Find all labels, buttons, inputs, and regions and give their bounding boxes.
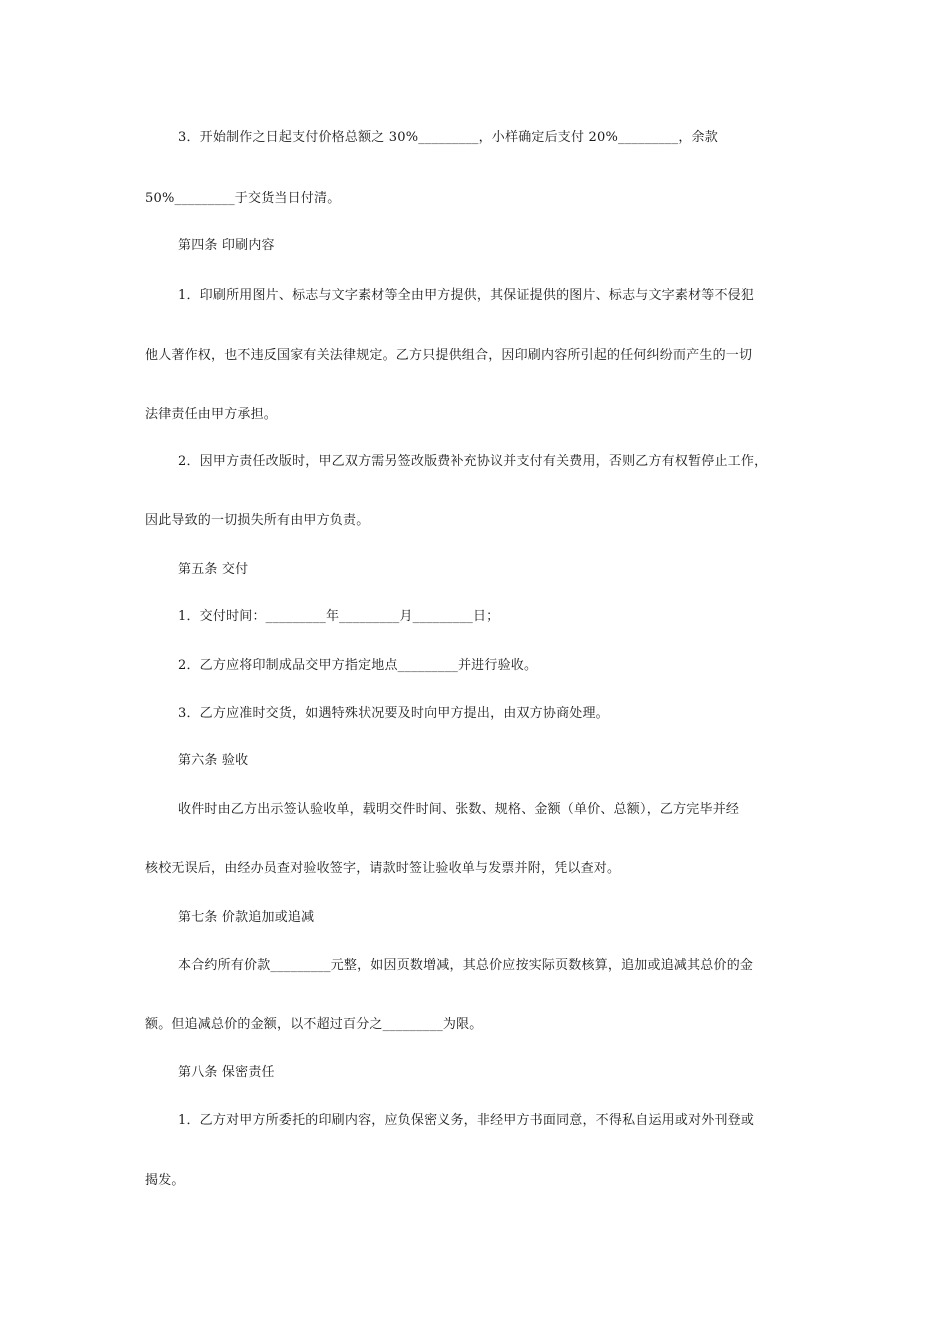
article-8-item-1-line-1: 1．乙方对甲方所委托的印刷内容，应负保密义务，非经甲方书面同意，不得私自运用或对外刊登或 <box>178 1113 755 1128</box>
article-8-item-1-line-2: 揭发。 <box>145 1173 185 1188</box>
article-7-heading: 第七条 价款追加或追减 <box>178 910 315 925</box>
article-6-body-line-2: 核校无误后，由经办员查对验收签字，请款时签让验收单与发票并附，凭以查对。 <box>145 861 621 876</box>
article-4-item-1-line-1: 1．印刷所用图片、标志与文字素材等全由甲方提供，其保证提供的图片、标志与文字素材等不侵犯 <box>178 288 755 303</box>
clause-3-payment-line-2: 50%_________于交货当日付清。 <box>145 191 341 206</box>
article-7-body-line-2: 额。但追减总价的金额，以不超过百分之_________为限。 <box>145 1017 483 1032</box>
clause-3-payment-line-1: 3．开始制作之日起支付价格总额之 30%_________，小样确定后支付 20%_________，余款 <box>178 130 718 145</box>
article-5-item-2: 2．乙方应将印制成品交甲方指定地点_________并进行验收。 <box>178 658 538 673</box>
article-8-heading: 第八条 保密责任 <box>178 1065 275 1080</box>
article-4-heading: 第四条 印刷内容 <box>178 238 275 253</box>
article-5-heading: 第五条 交付 <box>178 562 249 577</box>
article-4-item-2-line-2: 因此导致的一切损失所有由甲方负责。 <box>145 513 370 528</box>
article-4-item-1-line-2: 他人著作权，也不违反国家有关法律规定。乙方只提供组合，因印刷内容所引起的任何纠纷而产生的一切 <box>145 348 753 363</box>
article-4-item-2-line-1: 2．因甲方责任改版时，甲乙双方需另签改版费补充协议并支付有关费用，否则乙方有权暂停止工作， <box>178 454 768 469</box>
article-4-item-1-line-3: 法律责任由甲方承担。 <box>145 407 278 422</box>
article-7-body-line-1: 本合约所有价款_________元整，如因页数增减，其总价应按实际页数核算，追加或追减其总价的金 <box>178 958 754 973</box>
article-5-item-3: 3．乙方应准时交货，如遇特殊状况要及时向甲方提出，由双方协商处理。 <box>178 706 609 721</box>
article-6-body-line-1: 收件时由乙方出示签认验收单，载明交件时间、张数、规格、金额（单价、总额），乙方完毕并经 <box>178 802 740 817</box>
article-6-heading: 第六条 验收 <box>178 753 249 768</box>
article-5-item-1: 1．交付时间：_________年_________月_________日； <box>178 609 500 624</box>
